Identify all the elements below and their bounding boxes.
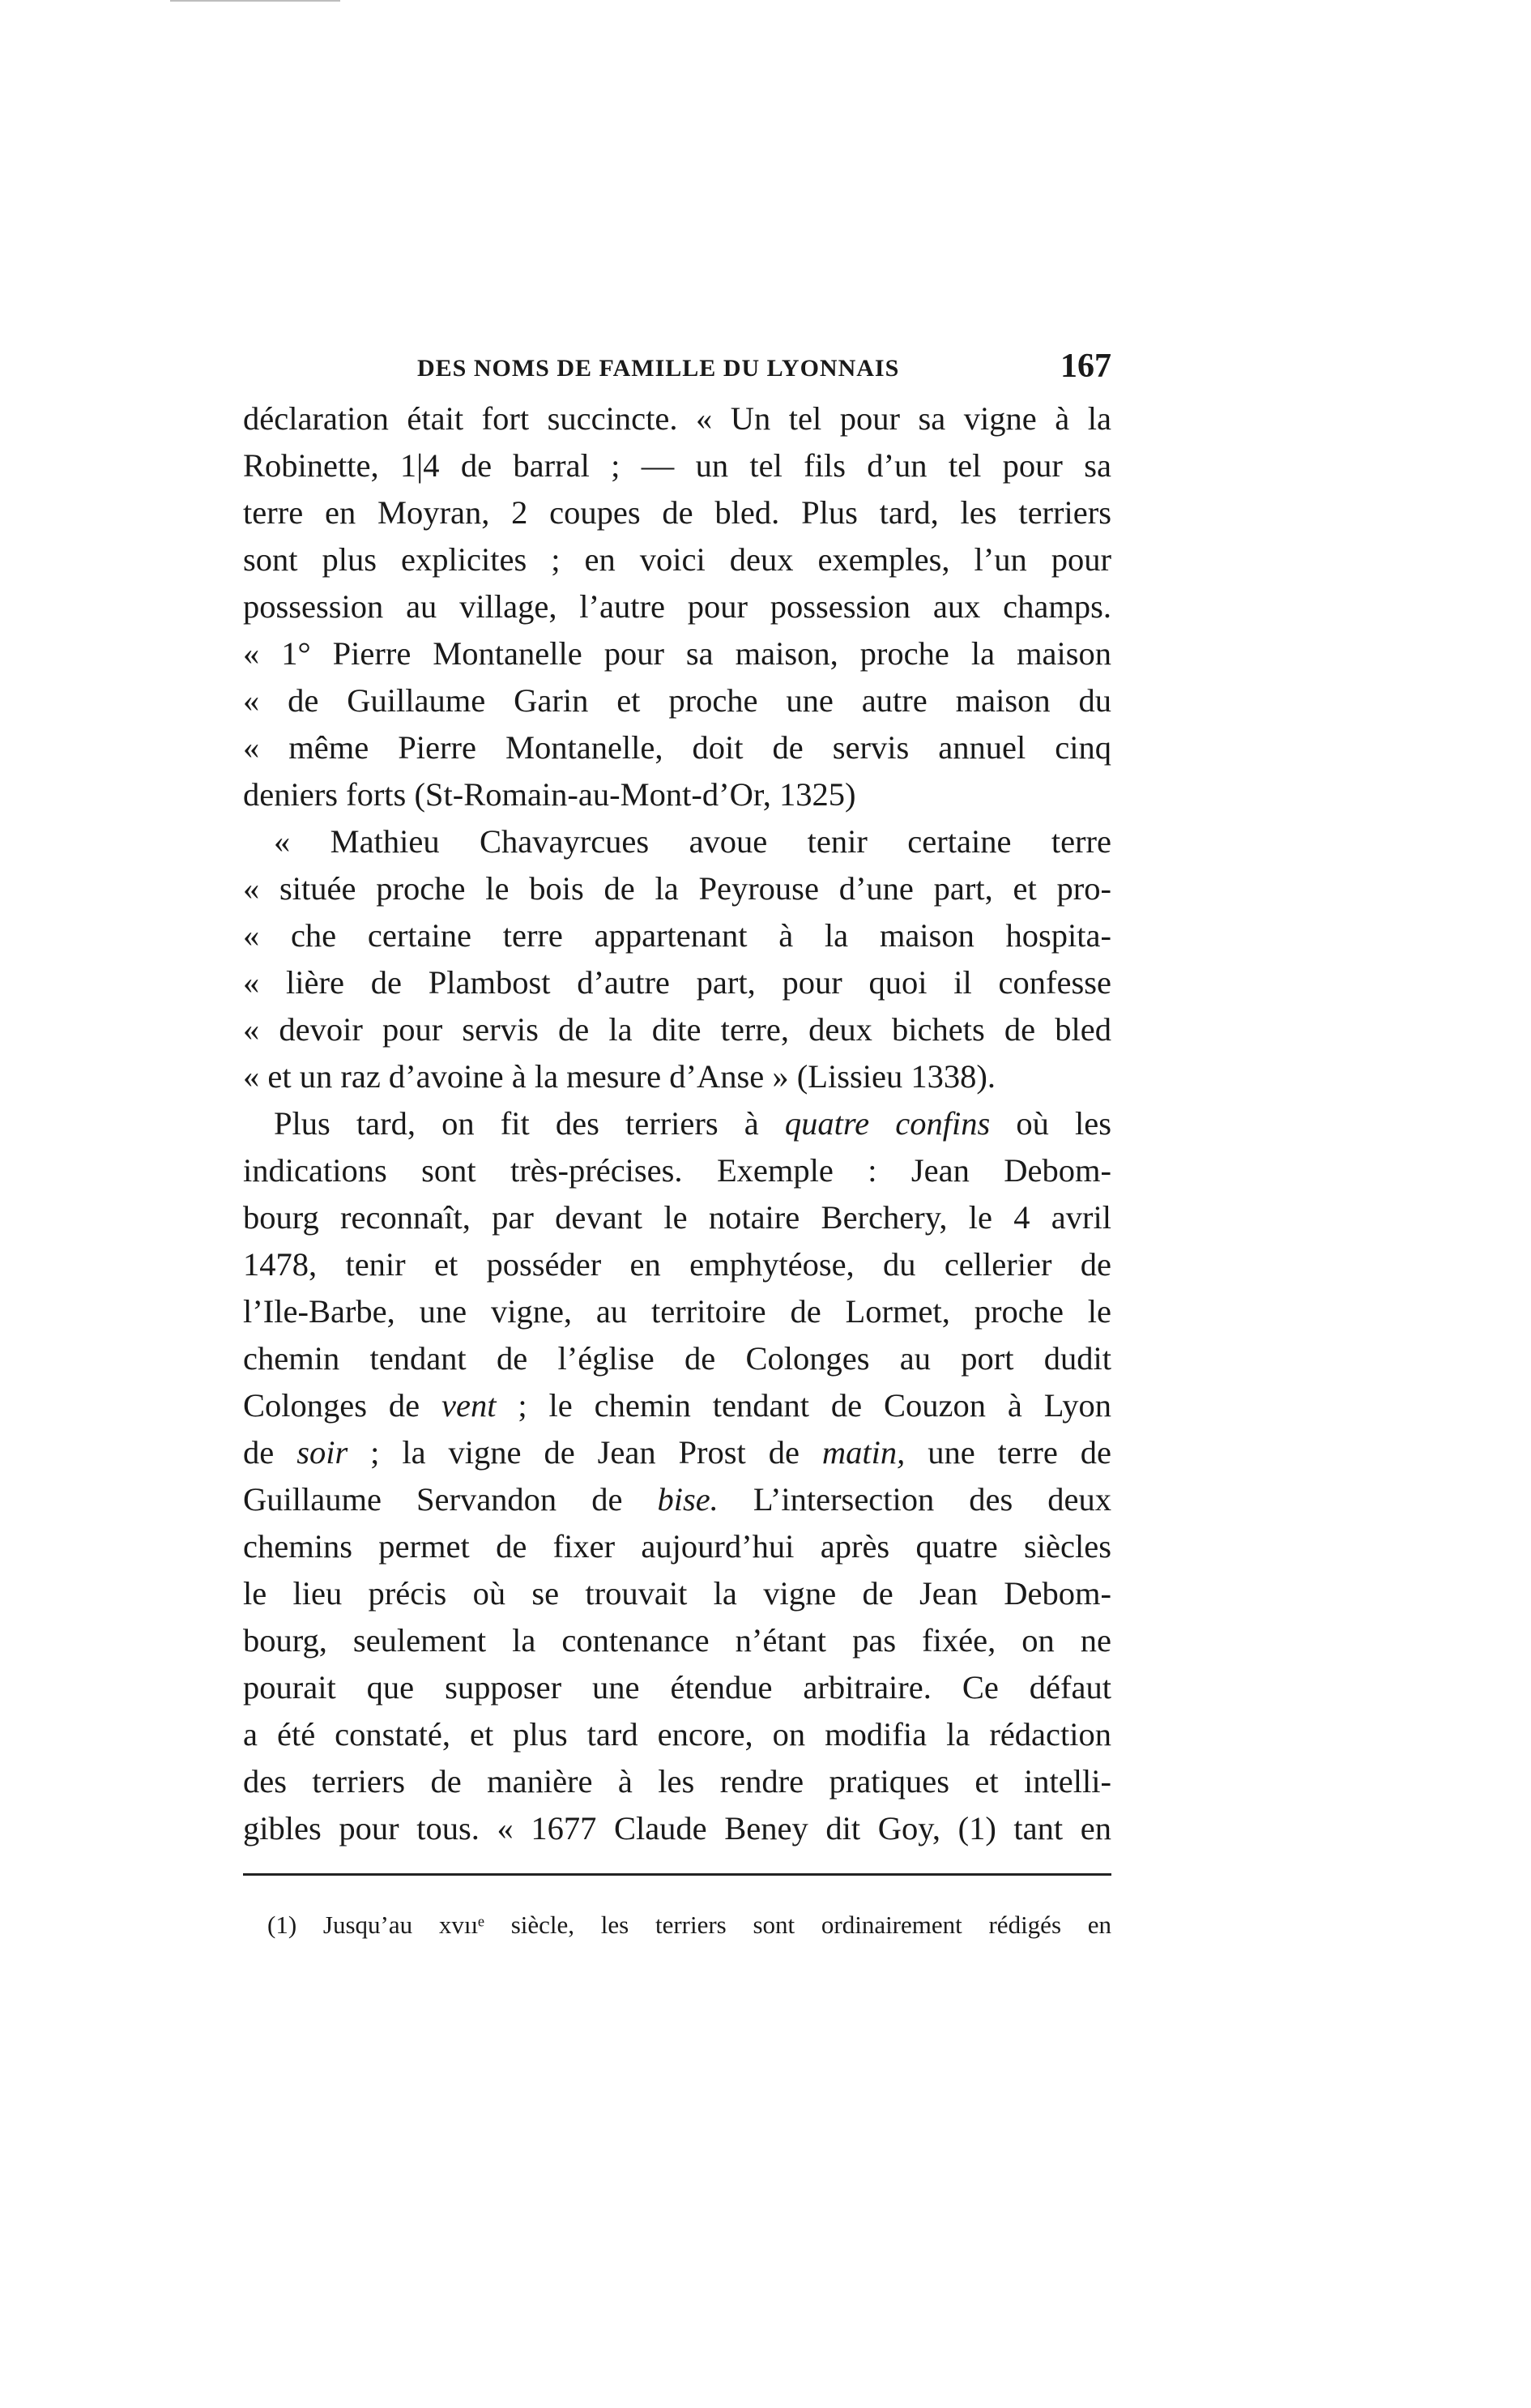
text-line: gibles pour tous. « 1677 Claude Beney dit Goy, (1) tant en <box>243 1810 1111 1847</box>
text-segment: Guillaume Servandon de <box>243 1481 623 1518</box>
text-line: « devoir pour servis de la dite terre, deux bichets de bled <box>243 1011 1111 1048</box>
italic-term: bise. <box>657 1481 719 1518</box>
text-line: Robinette, 1|4 de barral ; — un tel fils d’un tel pour sa <box>243 447 1111 484</box>
running-title: DES NOMS DE FAMILLE DU LYONNAIS <box>417 355 900 382</box>
text-segment: ; le chemin tendant de Couzon à Lyon <box>518 1387 1112 1424</box>
text-line: a été constaté, et plus tard encore, on modifia la rédaction <box>243 1716 1111 1753</box>
text-segment: où les <box>1016 1105 1111 1142</box>
footnote: (1) Jusqu’au xvııᵉ siècle, les terriers sont ordinairement rédigés en <box>267 1911 1111 1939</box>
text-line: possession au village, l’autre pour possession aux champs. <box>243 588 1111 625</box>
text-line <box>243 1476 1111 1523</box>
text-line: chemins permet de fixer aujourd’hui après quatre siècles <box>243 1528 1111 1565</box>
text-line: indications sont très-précises. Exemple : Jean Debom- <box>243 1152 1111 1189</box>
text-line: bourg reconnaît, par devant le notaire Berchery, le 4 avril <box>243 1199 1111 1236</box>
page-header <box>243 347 1111 395</box>
body-text <box>243 395 1111 1852</box>
text-line <box>243 1382 1111 1429</box>
page-number: 167 <box>1060 348 1111 385</box>
text-line <box>243 1100 1111 1147</box>
text-line: deniers forts (St-Romain-au-Mont-d’Or, 1325) <box>243 776 856 813</box>
text-segment: Plus tard, on fit des terriers à <box>274 1105 759 1142</box>
text-line: pourait que supposer une étendue arbitraire. Ce défaut <box>243 1669 1111 1706</box>
text-line <box>243 1429 1111 1476</box>
text-line: bourg, seulement la contenance n’étant pas fixée, on ne <box>243 1622 1111 1659</box>
footnote-divider <box>243 1873 1111 1876</box>
text-segment: L’intersection des deux <box>753 1481 1112 1518</box>
scan-speck <box>170 0 340 2</box>
text-line: terre en Moyran, 2 coupes de bled. Plus tard, les terriers <box>243 494 1111 531</box>
text-line: 1478, tenir et posséder en emphytéose, du cellerier de <box>243 1246 1111 1283</box>
text-line: sont plus explicites ; en voici deux exemples, l’un pour <box>243 541 1111 578</box>
text-segment: de <box>243 1434 275 1471</box>
text-line: le lieu précis où se trouvait la vigne de Jean Debom- <box>243 1575 1111 1612</box>
italic-term: quatre confins <box>784 1105 991 1142</box>
italic-term: vent <box>441 1387 497 1424</box>
italic-term: matin, <box>821 1434 906 1471</box>
text-line: « 1° Pierre Montanelle pour sa maison, proche la maison <box>243 635 1111 672</box>
text-line: « lière de Plambost d’autre part, pour quoi il confesse <box>243 964 1111 1001</box>
text-line: l’Ile-Barbe, une vigne, au territoire de Lormet, proche le <box>243 1293 1111 1330</box>
text-segment: une terre de <box>928 1434 1112 1471</box>
text-line: « de Guillaume Garin et proche une autre maison du <box>243 682 1111 719</box>
text-segment: ; la vigne de Jean Prost de <box>370 1434 800 1471</box>
italic-term: soir <box>296 1434 348 1471</box>
text-line: « Mathieu Chavayrcues avoue tenir certaine terre <box>274 823 1111 860</box>
text-segment: Colonges de <box>243 1387 420 1424</box>
text-line: « che certaine terre appartenant à la maison hospita- <box>243 917 1111 954</box>
text-line: « et un raz d’avoine à la mesure d’Anse » (Lissieu 1338). <box>243 1058 996 1095</box>
text-line: chemin tendant de l’église de Colonges au port dudit <box>243 1340 1111 1377</box>
text-line: des terriers de manière à les rendre pratiques et intelli- <box>243 1763 1111 1800</box>
text-line: déclaration était fort succincte. « Un tel pour sa vigne à la <box>243 400 1111 437</box>
text-line: « même Pierre Montanelle, doit de servis annuel cinq <box>243 729 1111 766</box>
text-line: « située proche le bois de la Peyrouse d’une part, et pro- <box>243 870 1111 907</box>
